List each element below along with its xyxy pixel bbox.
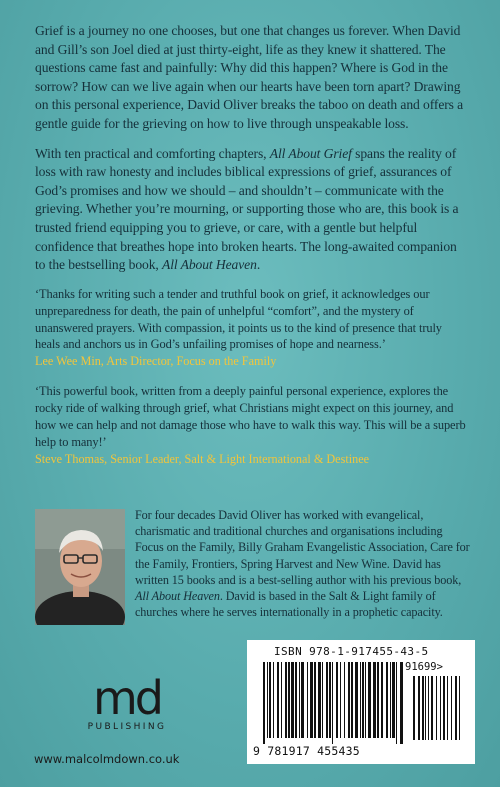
isbn-label: ISBN 978-1-917455-43-5 <box>274 645 429 658</box>
endorsement-attribution-1: Lee Wee Min, Arts Director, Focus on the Family <box>35 354 277 369</box>
author-bio-book-title: All About Heaven <box>135 589 220 604</box>
blurb-p2-text-b: spans the reality of loss with raw honesty and includes biblical expressions of grief, assurances of God’s promises and how we should – and shouldn’t – communicate with the grieving. Whether you’re mourning, or supporting those who are, this book is a trusted friend equipping you to grieve, or care, with a gentle but helpful confidence that breathes hope into broken hearts. The long-awaited companion to the bestselling book, <box>35 145 459 273</box>
logo-mark: md <box>92 671 161 725</box>
blurb-p2-text-a: With ten practical and comforting chapters, <box>35 145 270 161</box>
publisher-logo <box>72 671 182 732</box>
blurb-paragraph-2 <box>35 145 467 275</box>
book-title-italic: All About Grief <box>269 145 352 161</box>
companion-title-italic: All About Heaven <box>162 257 257 273</box>
isbn-barcode <box>247 640 475 764</box>
back-cover-text <box>35 22 467 481</box>
endorsement-quote-1: ‘Thanks for writing such a tender and truthful book on grief, it acknowledges our unpreparedness for death, the pain of unhelpful “comfort”, and the mystery of unanswered prayers. With compassion, it points us to the kind of presence that truly heals and anchors us in God’s unfailing promises of hope and nearness.’ <box>35 286 442 352</box>
blurb-p2-text-c: . <box>256 257 261 273</box>
blurb-paragraph-1: Grief is a journey no one chooses, but one that changes us forever. When David and Gill’s son Joel died at just thirty-eight, life as they knew it shattered. The questions came fast and painfully: Why did this happen? Where is God in the sorrow? How can we live again when our hearts have been torn apart? Drawing on this personal experience, David Oliver breaks the taboo on death and offers a gentle guide for the grieving on how to live through unspeakable loss. <box>35 23 464 131</box>
logo-subtitle: PUBLISHING <box>87 722 167 732</box>
endorsement-quote-2: ‘This powerful book, written from a deeply painful personal experience, explores the rocky ride of walking through grief, what Christians might expect on this journey, and how we can help and not damage those who have to walk this way. This will be a superb help to many!’ <box>35 384 466 450</box>
publisher-website: www.malcolmdown.co.uk <box>34 752 180 766</box>
barcode-digits: 9 781917 455435 <box>253 744 360 758</box>
author-bio-text-a: For four decades David Oliver has worked with evangelical, charismatic and traditional churches and organisations including Focus on the Family, Billy Graham Evangelistic Association, Care for the Family, Frontiers, Spring Harvest and New Wine. David has written 15 books and is a best-selling author with his previous book, <box>135 508 470 587</box>
barcode-addon-digits: 91699> <box>405 661 443 673</box>
author-photo <box>35 509 125 625</box>
author-bio <box>135 507 470 620</box>
author-bio-text-b: . David is based in the Salt & Light family of churches where he serves internationally in a prophetic capacity. <box>135 589 443 620</box>
endorsement-attribution-2: Steve Thomas, Senior Leader, Salt & Light International & Destinee <box>35 451 370 466</box>
barcode-bars <box>261 662 466 744</box>
